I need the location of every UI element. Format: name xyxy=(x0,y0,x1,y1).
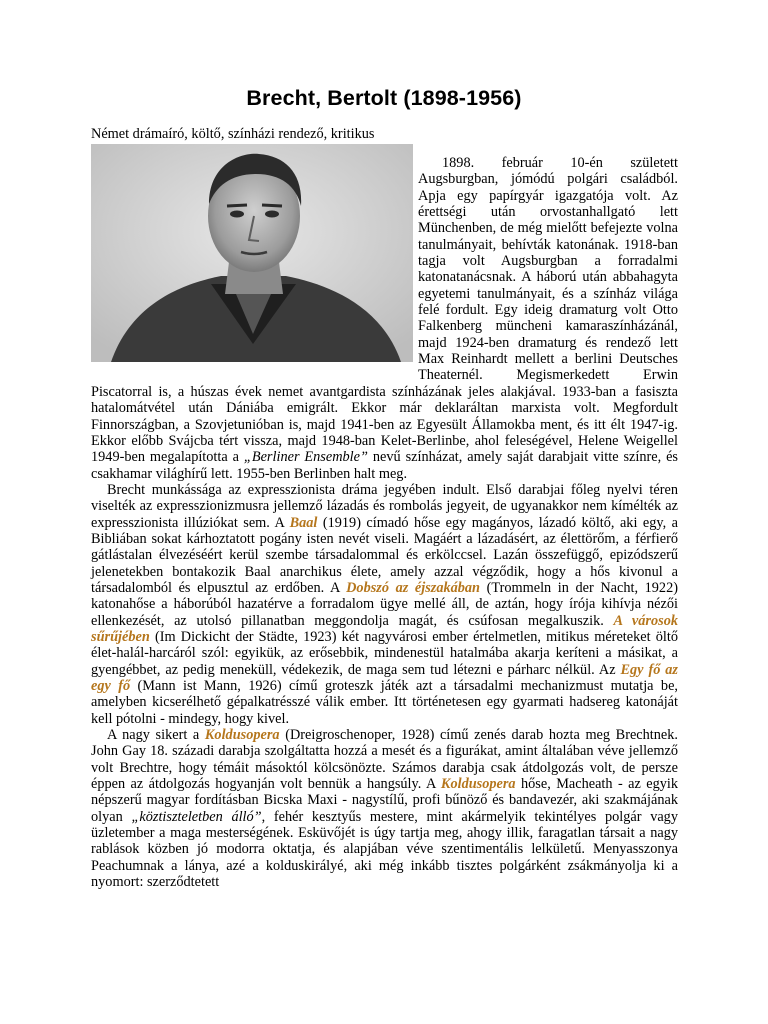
text-segment: (Trommeln in der Nacht, 1922) katonahőse a háborúból hazatérve a forradalom ügye mellé áll, de aztán, hogy írója kihívja nézői ellenkezését, az utolsó pillanatban meggondolja magát, és csúfosan megalkuszik. xyxy=(91,579,678,629)
text-segment: A nagy sikert a xyxy=(107,727,205,744)
text-segment: hőse, Macheath - az egyik népszerű magyar fordításban Bicska Maxi - nagystílű, profi bűnöző és bandavezér, aki szakmájának olyan xyxy=(91,776,678,825)
paragraph-early-works xyxy=(91,482,678,727)
quoted-phrase: „köztiszteletben álló” xyxy=(131,808,262,825)
text-segment: 1898. február 10-én született Augsburgban, jómódú polgári családból. Apja egy papírgyár igazgatója volt. Az érettségi után orvostanhallgató lett Münchenben, de még mielőtt befejezte volna tanulmányait, behívták katonának. 1918-ban tagja volt Augsburgban a forradalmi katonatanácsnak. A háború után abbahagyta egyetemi tanulmányait, és a színház világa felé fordult. Egy ideig dramaturg volt Otto Falkenberg müncheni kamaraszínházánál, majd 1924-ben dramaturg és rendező lett Max Reinhardt mellett a berlini Deutsches Theaternél. Megismerkedett Erwin Piscatorral is, a húszas évek nemet avantgardista színházának jeles alakjával. 1933-ban a fasiszta hatalomátvétel után Dániába emigrált. Ekkor már deklaráltan marxista volt. Megfordult Finnországban, a Szovjetunióban is, majd 1941-ben az Egyesült Államokba ment, és itt élt 1947-ig. Ekkor előbb Svájcba tért vissza, majd 1948-ban Kelet-Berlinbe, ahol feleségével, Helene Weigellel 1949-ben megalapította a xyxy=(91,155,678,466)
article-body xyxy=(91,155,678,890)
work-title-koldusopera: Koldusopera xyxy=(440,776,516,793)
article-subtitle: Német drámaíró, költő, színházi rendező, kritikus xyxy=(91,126,375,142)
text-segment: , fehér kesztyűs mestere, mint akármelyik tekintélyes polgár vagy üzletember a maga mesterségének. Esküvőjét is úgy tartja meg, ahogy illik, faragatlan társait a nagy rablások közben jó modorra oktatja, és alapjában véve szentimentális lelkületű. Menyasszonya Peachumnak a lánya, azé a kolduskirályé, aki még inkább tisztes polgárként zsákmányolja ki a nyomort: szerződtetett xyxy=(91,808,678,891)
text-segment: (1919) címadó hőse egy magányos, lázadó költő, aki egy, a Bibliában sokat kárhoztatott pogány isten nevét viseli. Magáért a lázadásért, az élettörőm, a férfierő gátlástalan élvezéséért kerül szembe társadalommal és erkölccsel. Lazán összefüggő, epizódszerű jelenetekben bontakozik Baal anarchikus élete, amely azzal végződik, hogy a hős kivonul a társadalomból és elpusztul az erdőben. A xyxy=(91,514,678,596)
text-segment: (Im Dickicht der Städte, 1923) két nagyvárosi ember értelmetlen, mitikus méreteket öltő élet-halál-harcáról szól: egyikük, az erősebbik, mindenestül hatalmába akarja keríteni a másikat, a gyengébbet, az pedig meneküll, védekezik, de maga sem tud létezni e párharc nélkül. Az xyxy=(91,628,678,678)
portrait-spacer xyxy=(91,155,418,377)
text-segment: Brecht munkássága az expresszionista dráma jegyében indult. Első darabjai főleg nyelvi téren viselték az expresszionizmusra jellemző lázadás és rombolás jegyeit, de ugyanakkor nem kímélték az expresszionista illúziókat sem. A xyxy=(91,481,678,531)
work-title-varosok: A városok sűrűjében xyxy=(91,612,678,645)
text-segment: (Mann ist Mann, 1926) című groteszk játék azt a társadalmi mechanizmust mutatja be, amelyben kicserélhető gépalkatrésszé válik ember. Itt történetesen egy gyarmati hadsereg katonáját kell pótolni - mindegy, hogy kivel. xyxy=(91,678,678,727)
work-title-dobszo: Dobszó az éjszakában xyxy=(346,579,481,596)
work-title-berliner-ensemble: „Berliner Ensemble” xyxy=(243,449,368,466)
work-title-koldusopera: Koldusopera xyxy=(204,727,280,744)
work-title-egy-fo: Egy fő az egy fő xyxy=(91,661,678,694)
text-segment: nevű színházat, amely saját darabjait vitte színre, és csakhamar világhírű lett. 1955-ben Berlinben halt meg. xyxy=(91,449,678,482)
paragraph-koldusopera xyxy=(91,727,678,890)
text-segment: (Dreigroschenoper, 1928) című zenés darab hozta meg Brechtnek. John Gay 18. századi darabja szolgáltatta hozzá a mesét és a figurákat, amint általában véve jellemző volt Brechtre, hogy témáit másoktól kölcsönözte. Számos darabja csak átdolgozás volt, de persze éppen az átdolgozás hogyanján volt bennük a hangsúly. A xyxy=(91,727,678,793)
work-title-baal: Baal xyxy=(289,514,318,531)
page-title: Brecht, Bertolt (1898-1956) xyxy=(246,86,522,110)
